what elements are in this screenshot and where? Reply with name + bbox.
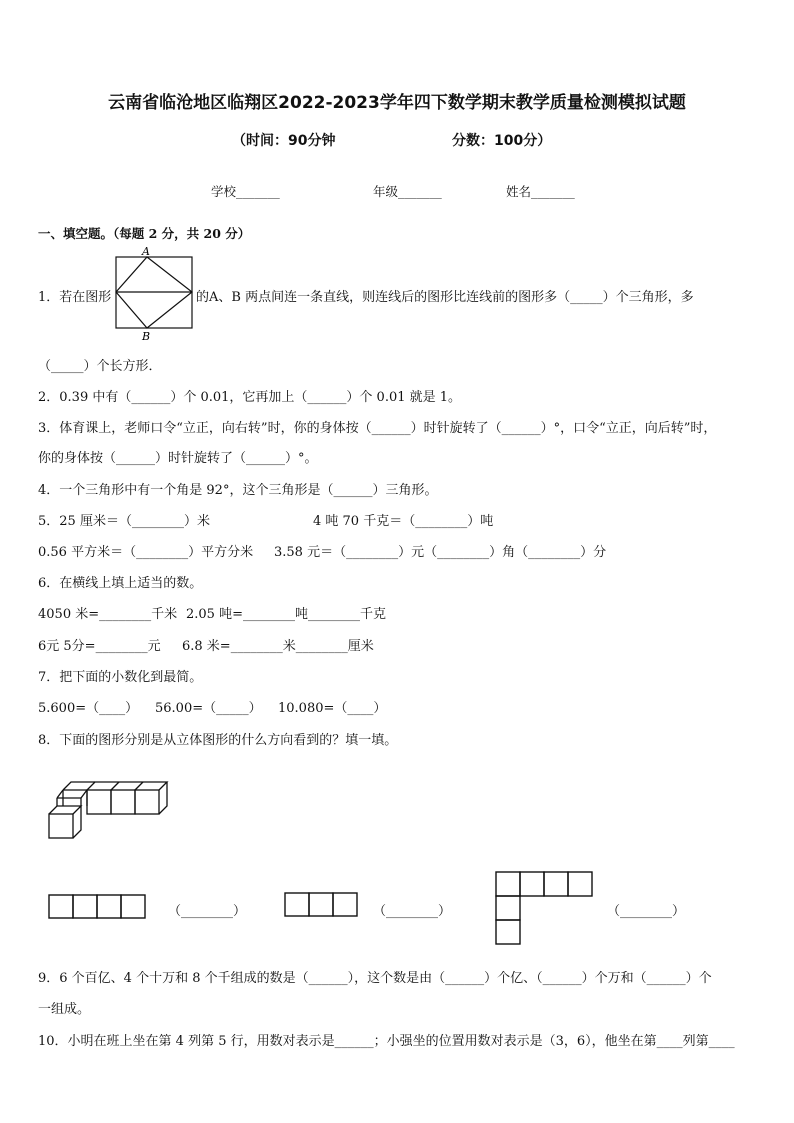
view-l-shape: [495, 871, 595, 947]
view-2-answer: （________）: [373, 904, 452, 919]
point-b-label: B: [142, 330, 151, 343]
question-10: 10．小明在班上坐在第 4 列第 5 行，用数对表示是______；小强坐的位置用数对表示是（3，6），他坐在第____列第____: [38, 1034, 735, 1049]
question-9-line2: 一组成。: [38, 1002, 91, 1017]
question-6-part4: 6.8 米=________米________厘米: [182, 639, 374, 654]
question-5-part2: 4 吨 70 千克＝（________）吨: [313, 514, 494, 529]
question-3-line1: 3．体育课上，老师口令“立正，向右转”时，你的身体按（______）时针旋转了（______）°，口令“立正，向后转”时，: [38, 421, 717, 436]
question-3-line2: 你的身体按（______）时针旋转了（______）°。: [38, 451, 318, 466]
question-8: 8．下面的图形分别是从立体图形的什么方向看到的？填一填。: [38, 733, 398, 748]
exam-time: （时间：90分钟: [232, 133, 336, 149]
section-heading: 一、填空题。（每题 2 分，共 20 分）: [38, 226, 251, 241]
page-title: 云南省临沧地区临翔区2022-2023学年四下数学期末教学质量检测模拟试题: [108, 93, 686, 113]
view-four-squares: [48, 894, 148, 920]
view-1-answer: （________）: [168, 904, 247, 919]
question-9-line1: 9．6 个百亿、4 个十万和 8 个千组成的数是（______），这个数是由（______）个亿、（______）个万和（______）个: [38, 971, 712, 986]
question-7-part2: 56.00=（_____）: [155, 701, 262, 716]
name-field: 姓名_______: [506, 184, 575, 199]
question-7-part3: 10.080=（____）: [278, 701, 387, 716]
exam-score: 分数：100分）: [452, 133, 552, 149]
question-5-part4: 3.58 元＝（________）元（________）角（________）分: [274, 545, 607, 560]
view-3-answer: （________）: [607, 904, 686, 919]
view-three-squares: [284, 892, 360, 918]
question-4: 4．一个三角形中有一个角是 92°，这个三角形是（______）三角形。: [38, 483, 438, 498]
question-6-part2: 2.05 吨=________吨________千克: [186, 607, 386, 622]
question-5-part3: 0.56 平方米＝（________）平方分米: [38, 545, 254, 560]
question-6-part1: 4050 米=________千米: [38, 607, 178, 622]
question-2: 2．0.39 中有（______）个 0.01，它再加上（______）个 0.01 就是 1。: [38, 390, 462, 405]
question-1-start: 1．若在图形: [38, 290, 112, 305]
question-7-part1: 5.600=（____）: [38, 701, 139, 716]
question-6: 6．在横线上填上适当的数。: [38, 576, 203, 591]
question-1-end: （_____）个长方形．: [38, 359, 162, 374]
question-6-part3: 6元 5分=________元: [38, 639, 161, 654]
school-field: 学校_______: [211, 184, 280, 199]
grade-field: 年级_______: [373, 184, 442, 199]
cube-solid-figure: [40, 778, 180, 842]
point-a-label: A: [142, 245, 150, 258]
square-figure: [114, 245, 194, 343]
question-7: 7．把下面的小数化到最简。: [38, 670, 203, 685]
question-5-part1: 5．25 厘米＝（________）米: [38, 514, 210, 529]
question-1-text: 的A、B 两点间连一条直线，则连线后的图形比连线前的图形多（_____）个三角形，多: [196, 290, 694, 305]
